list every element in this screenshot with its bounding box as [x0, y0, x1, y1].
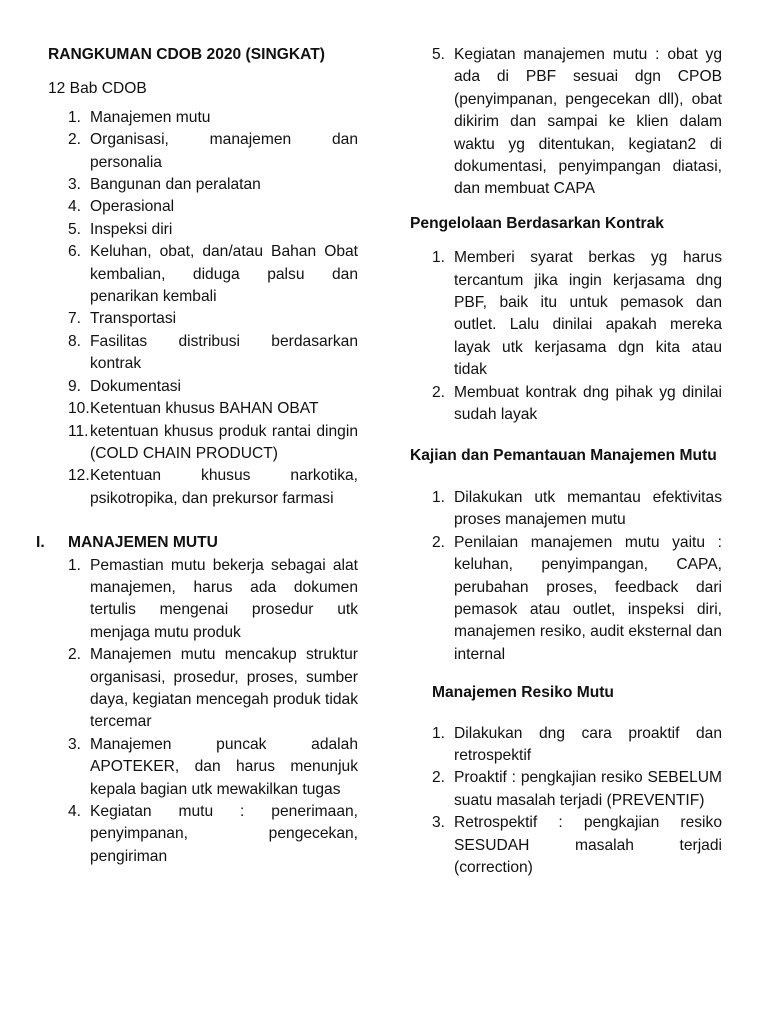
chapter-item-text: Manajemen mutu [90, 108, 211, 126]
chapter-item-number: 5. [68, 220, 82, 238]
kajian-item-number: 1. [432, 488, 446, 506]
chapter-item-number: 3. [68, 176, 82, 194]
kajian-item [410, 487, 722, 532]
chapter-item [36, 376, 358, 398]
chapter-item-text: Inspeksi diri [90, 220, 173, 238]
chapter-item-text: Fasilitas distribusi berdasarkan kontrak [90, 332, 358, 373]
chapter-item [36, 421, 358, 466]
continued-item-text: Kegiatan manajemen mutu : obat yg ada di PBF sesuai dgn CPOB (penyimpanan, pengecekan dll), obat dikirim dan sampai ke klien dalam waktu yg ditentukan, kegiatan2 di dokumentasi, penyimpangan diatasi, dan membuat CAPA [454, 46, 722, 198]
chapter-item-number: 8. [68, 332, 82, 350]
kajian-item [410, 532, 722, 666]
section-item-text: Pemastian mutu bekerja sebagai alat manajemen, harus ada dokumen tertulis mengenai prosedur utk menjaga mutu produk [90, 556, 358, 641]
section-item [36, 644, 358, 734]
left-column [36, 44, 358, 868]
resiko-item-text: Proaktif : pengkajian resiko SEBELUM suatu masalah terjadi (PREVENTIF) [454, 769, 722, 809]
resiko-item-number: 3. [432, 814, 446, 832]
kontrak-heading: Pengelolaan Berdasarkan Kontrak [410, 214, 664, 232]
resiko-item [410, 723, 722, 768]
chapter-list [36, 107, 358, 510]
chapter-item-number: 9. [68, 377, 82, 395]
chapter-item-text: Ketentuan khusus BAHAN OBAT [90, 400, 319, 418]
chapter-item [36, 196, 358, 218]
section-item-number: 3. [68, 735, 82, 753]
chapter-item-number: 2. [68, 131, 82, 149]
section-item-text: Manajemen puncak adalah APOTEKER, dan harus menunjuk kepala bagian utk mewakilkan tugas [90, 735, 358, 798]
section-item-number: 1. [68, 556, 82, 574]
chapter-item-number: 1. [68, 108, 82, 126]
kontrak-item [410, 382, 722, 427]
chapter-item-text: Transportasi [90, 310, 177, 328]
chapter-item [36, 331, 358, 376]
kajian-item-number: 2. [432, 533, 446, 551]
chapter-item-number: 12. [68, 467, 90, 485]
kontrak-item-number: 1. [432, 249, 446, 267]
chapter-item-number: 7. [68, 310, 82, 328]
section-item-number: 4. [68, 803, 82, 820]
kontrak-item-list [410, 247, 722, 426]
chapter-item [36, 241, 358, 308]
kontrak-item-text: Memberi syarat berkas yg harus tercantum jika ingin kerjasama dng PBF, baik itu untuk pemasok dan outlet. Lalu dinilai apakah mereka layak utk kerjasama dgn kita atau tidak [454, 249, 722, 379]
chapter-item-text: Bangunan dan peralatan [90, 176, 261, 194]
resiko-heading: Manajemen Resiko Mutu [432, 684, 614, 702]
section-item [36, 734, 358, 801]
chapter-item-text: Keluhan, obat, dan/atau Bahan Obat kembalian, diduga palsu dan penarikan kembali [90, 243, 358, 306]
chapter-item [36, 308, 358, 330]
resiko-item [410, 812, 722, 879]
chapter-item-number: 10. [68, 400, 90, 418]
chapter-item [36, 219, 358, 241]
section-item [36, 801, 358, 868]
kontrak-item-text: Membuat kontrak dng pihak yg dinilai sudah layak [454, 383, 722, 424]
chapter-item-text: Operasional [90, 198, 175, 216]
section-item-text: Manajemen mutu mencakup struktur organisasi, prosedur, proses, sumber daya, kegiatan mencegah produk tidak tercemar [90, 646, 358, 731]
chapter-item [36, 107, 358, 129]
chapter-item-text: Ketentuan khusus narkotika, psikotropika, dan prekursor farmasi [90, 467, 358, 507]
resiko-item-number: 1. [432, 724, 446, 742]
chapter-item-text: Organisasi, manajemen dan personalia [90, 131, 358, 171]
chapter-item-number: 4. [68, 198, 82, 216]
kajian-item-text: Penilaian manajemen mutu yaitu : keluhan, penyimpangan, CAPA, perubahan proses, feedback dari pemasok atau outlet, inspeksi diri, manajemen resiko, audit eksternal dan internal [454, 533, 722, 663]
resiko-item [410, 767, 722, 812]
continued-item [410, 44, 722, 201]
chapter-item-text: Dokumentasi [90, 377, 182, 395]
page-title: RANGKUMAN CDOB 2020 (SINGKAT) [48, 46, 325, 63]
kajian-item-list [410, 487, 722, 666]
section-item-list [36, 555, 358, 869]
kajian-item-text: Dilakukan utk memantau efektivitas proses manajemen mutu [454, 488, 722, 529]
kontrak-item [410, 247, 722, 381]
continued-item-list [410, 44, 722, 201]
kajian-heading: Kajian dan Pemantauan Manajemen Mutu [410, 446, 717, 464]
chapter-item-number: 11. [68, 422, 89, 440]
section-item-text: Kegiatan mutu : penerimaan, penyimpanan, pengecekan, pengiriman [90, 803, 358, 865]
resiko-item-text: Dilakukan dng cara proaktif dan retrospektif [454, 724, 722, 764]
section-title: MANAJEMEN MUTU [68, 534, 218, 552]
chapter-item [36, 129, 358, 174]
resiko-item-text: Retrospektif : pengkajian resiko SESUDAH masalah terjadi (correction) [454, 814, 722, 876]
section-heading [36, 532, 358, 554]
chapter-item [36, 398, 358, 420]
resiko-item-list [410, 723, 722, 880]
chapter-item-text: ketentuan khusus produk rantai dingin (COLD CHAIN PRODUCT) [90, 422, 358, 462]
kontrak-item-number: 2. [432, 383, 446, 401]
continued-item-number: 5. [432, 46, 446, 63]
chapter-item [36, 465, 358, 510]
section-roman-numeral: I. [36, 534, 45, 552]
chapter-list-subtitle: 12 Bab CDOB [48, 80, 147, 98]
chapter-item [36, 174, 358, 196]
section-item-number: 2. [68, 646, 82, 664]
chapter-item-number: 6. [68, 243, 82, 261]
section-item [36, 555, 358, 645]
resiko-item-number: 2. [432, 769, 446, 787]
right-column [410, 44, 722, 879]
